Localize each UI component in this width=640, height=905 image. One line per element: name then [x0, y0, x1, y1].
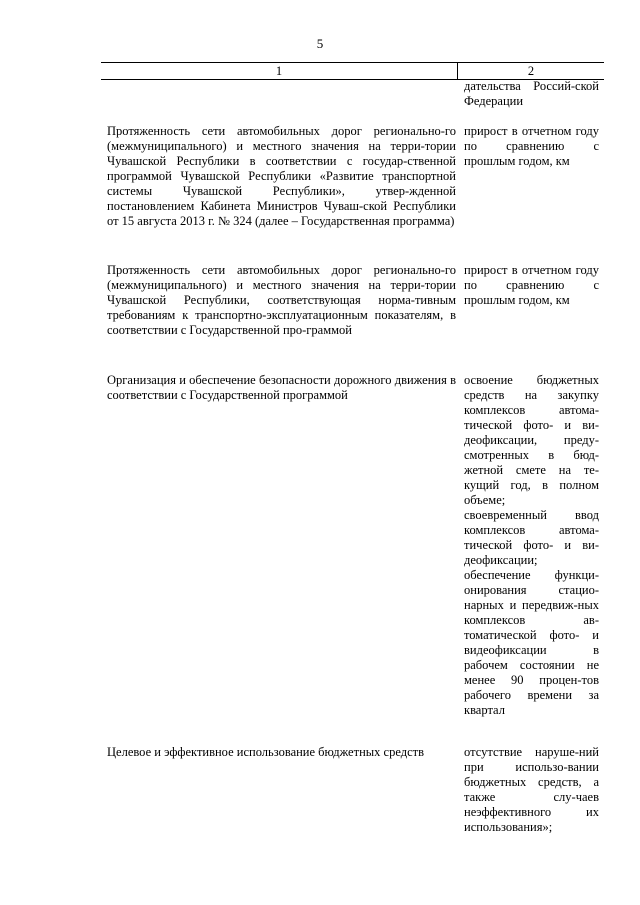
table-header-row — [101, 62, 604, 80]
continuation-criteria-cell: дательства Россий-ской Федерации — [464, 79, 599, 108]
indicator-cell-road-safety: Организация и обеспечение безопасности дорожного движения в соответствии с Государственной программой — [107, 373, 456, 402]
criteria-paragraph: отсутствие наруше-ний при использо-вании бюджетных средств, а также слу-чаев неэффективного их использования»; — [464, 745, 599, 834]
criteria-paragraph: освоение бюджетных средств на закупку комплексов автома-тической фото- и ви-деофиксации, преду-смотренных в бюд-жетной смете на те-кущий год, в полном объеме; — [464, 373, 599, 507]
criteria-cell-budget-use — [464, 745, 599, 835]
indicator-cell-budget-use: Целевое и эффективное использование бюджетных средств — [107, 745, 424, 759]
indicator-cell-road-normative: Протяженность сети автомобильных дорог регионально-го (межмуниципального) и местного значения на терри-тории Чувашской Республики, соответствующая норма-тивным требованиям к транспортно-эксплуатационным показателям, в соответствии с Государственной про-граммой — [107, 263, 456, 337]
criteria-paragraph: обеспечение функци-онирования стацио-нарных и передвиж-ных комплексов ав-томатической фото- и видеофиксации в рабочем состоянии не менее 90 процен-тов рабочего времени за квартал — [464, 568, 599, 717]
indicator-cell-road-length: Протяженность сети автомобильных дорог регионально-го (межмуниципального) и местного значения на терри-тории Чувашской Республики в соответствии с государ-ственной программой Чувашской Республики «Развитие транспортной системы Чувашской Республики», утвер-жденной постановлением Кабинета Министров Чуваш-ской Республики от 15 августа 2013 г. № 324 (далее – Государственная программа) — [107, 124, 456, 228]
criteria-paragraph: прирост в отчетном году по сравнению с прошлым годом, км — [464, 263, 599, 307]
criteria-cell-road-length — [464, 124, 599, 169]
table-header-column-1: 1 — [275, 64, 283, 78]
criteria-paragraph: своевременный ввод комплексов автома-тической фото- и ви-деофиксации; — [464, 508, 599, 567]
table-header-column-2: 2 — [527, 64, 535, 78]
page-number: 5 — [316, 36, 324, 51]
criteria-paragraph: прирост в отчетном году по сравнению с прошлым годом, км — [464, 124, 599, 168]
criteria-cell-road-safety — [464, 373, 599, 718]
criteria-cell-road-normative — [464, 263, 599, 308]
